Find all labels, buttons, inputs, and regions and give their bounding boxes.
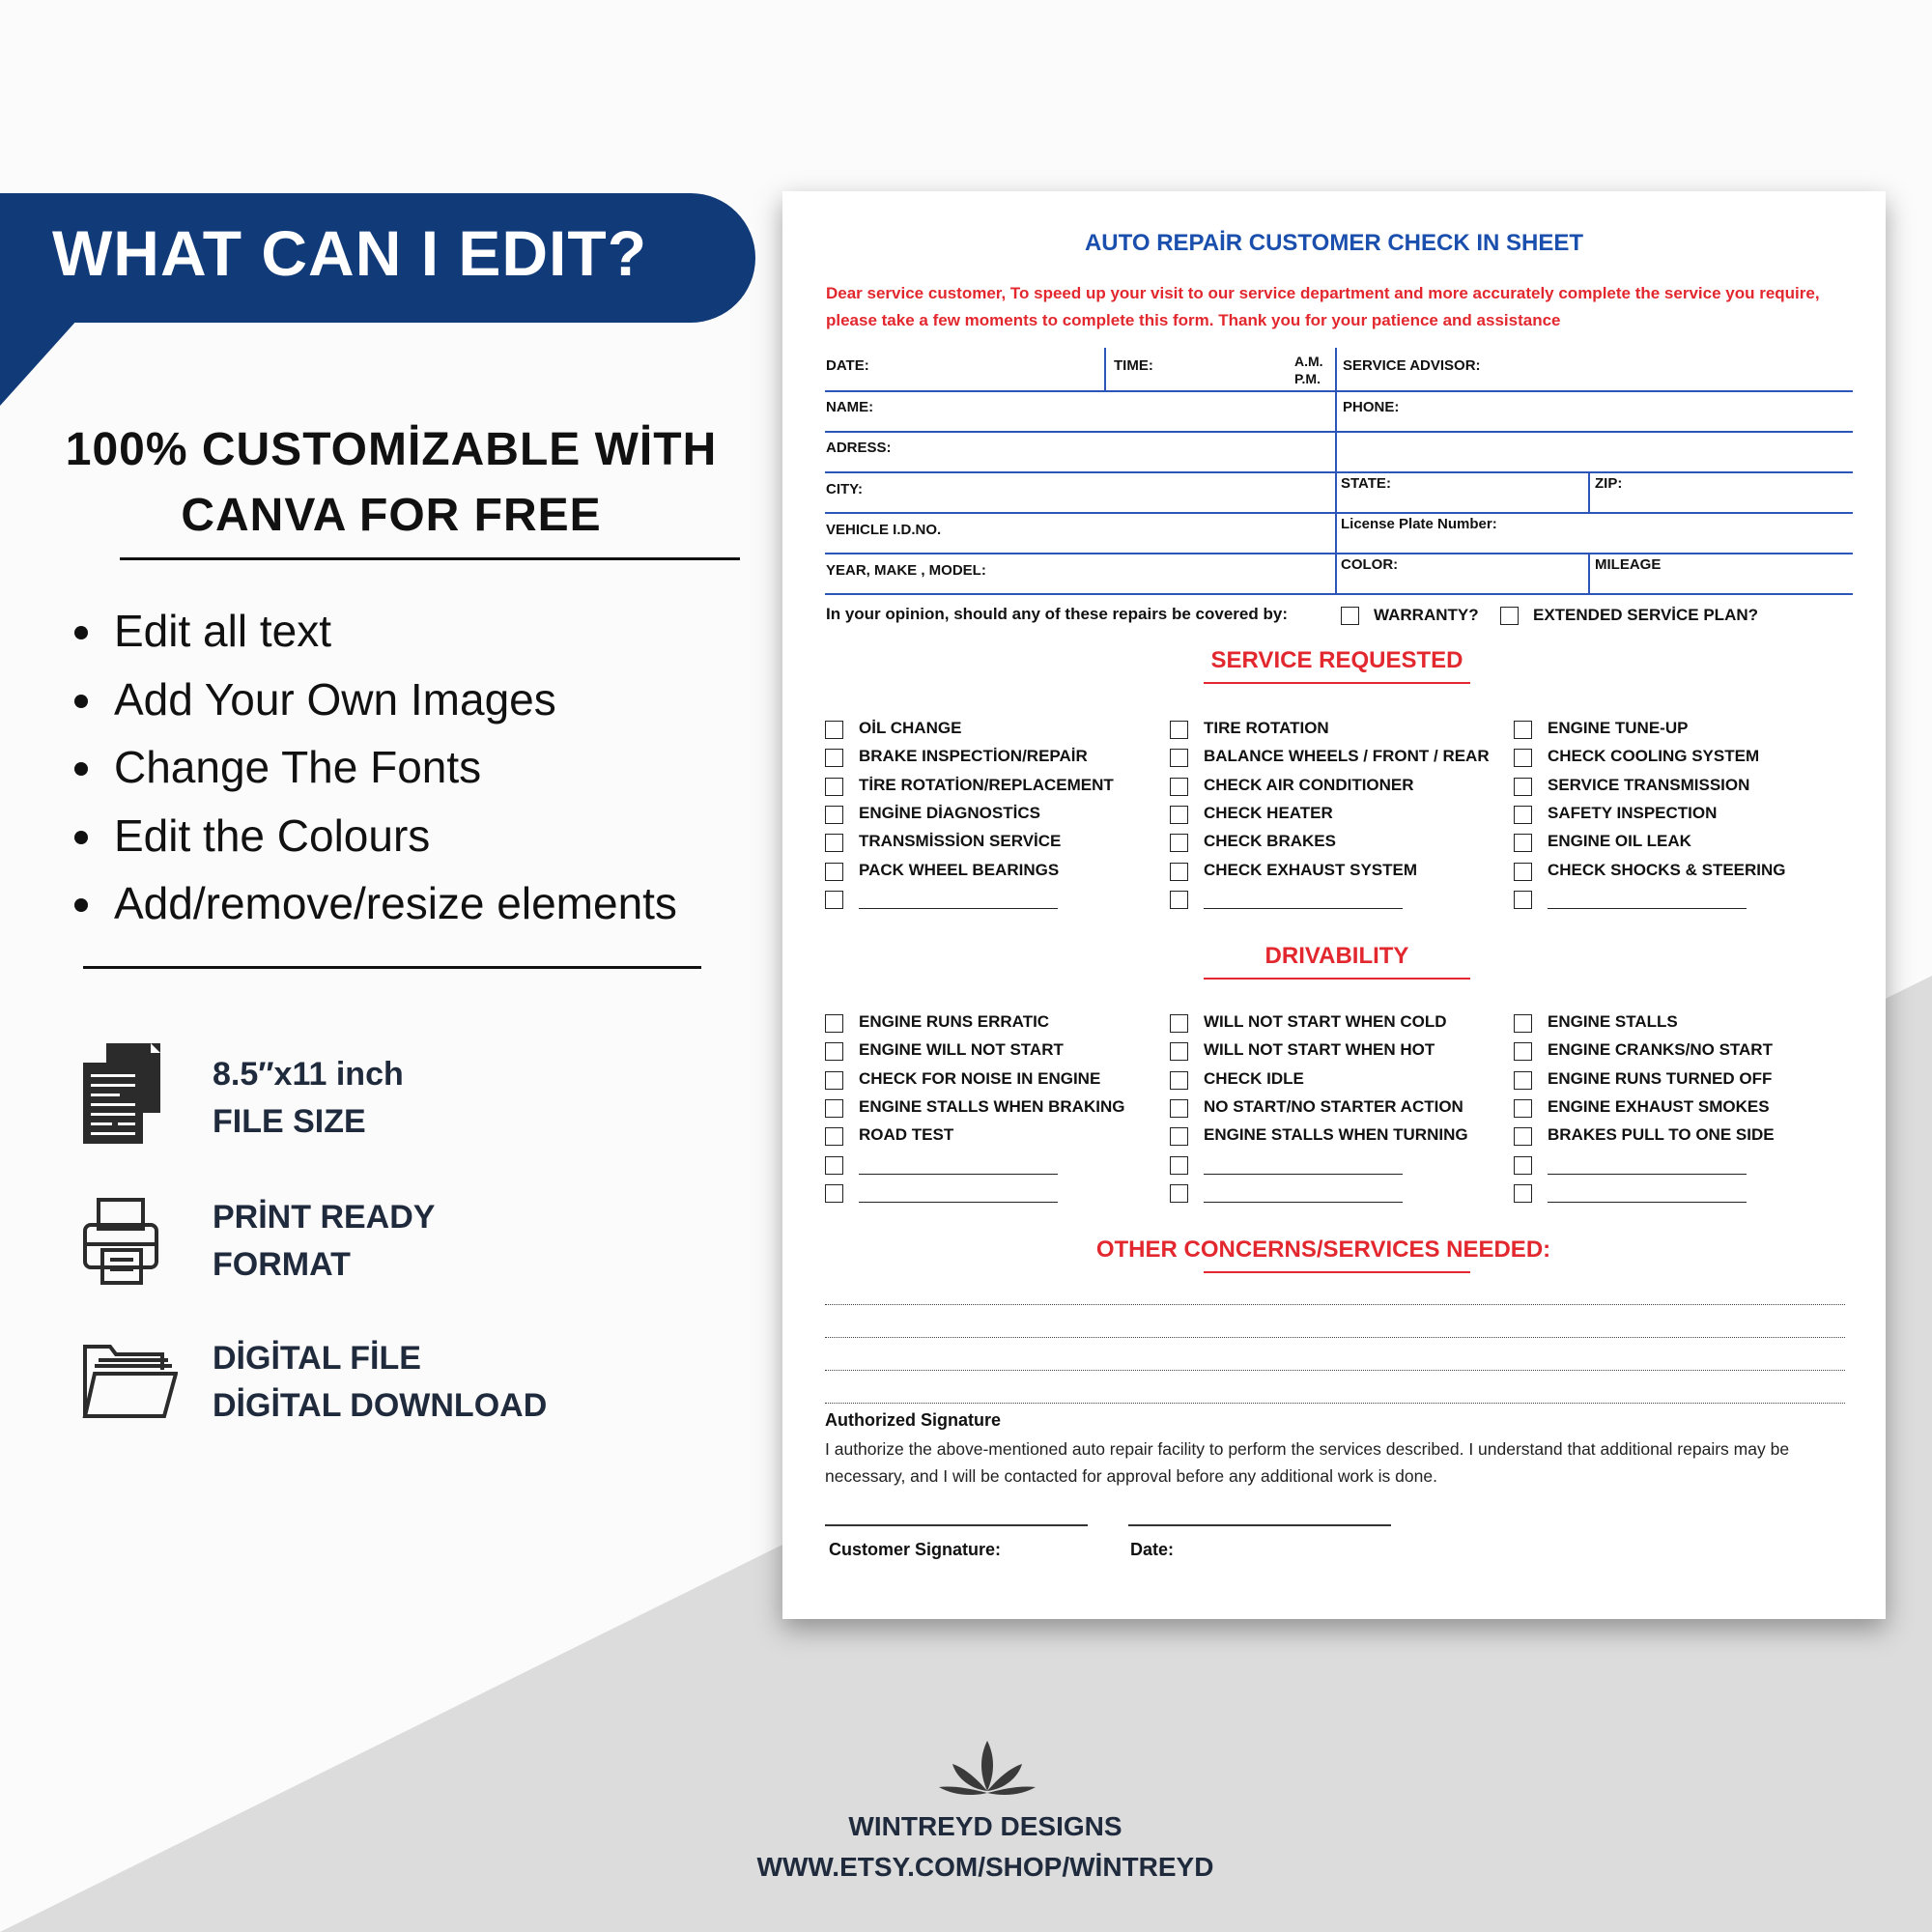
- checklist-item-label: TİRE ROTATİON/REPLACEMENT: [859, 775, 1114, 794]
- blank-checkbox[interactable]: [1514, 1184, 1532, 1203]
- banner-tail: [0, 309, 87, 406]
- checklist-item-label: ENGINE STALLS WHEN TURNING: [1204, 1125, 1468, 1145]
- checklist-checkbox[interactable]: [1170, 1014, 1188, 1033]
- form-sheet: [782, 191, 1886, 1619]
- checklist-checkbox[interactable]: [1170, 1042, 1188, 1061]
- date-field-label: DATE:: [826, 357, 869, 374]
- lotus-logo-icon: [937, 1739, 1037, 1801]
- print-ready-info: [213, 1194, 435, 1289]
- feature-item: • Add Your Own Images: [108, 666, 677, 734]
- checklist-item-label: BALANCE WHEELS / FRONT / REAR: [1204, 747, 1490, 766]
- brand: [676, 1806, 1294, 1888]
- checklist-checkbox[interactable]: [1170, 1127, 1188, 1146]
- time-field-label: TIME:: [1114, 357, 1153, 374]
- checklist-checkbox[interactable]: [1170, 721, 1188, 739]
- checklist-checkbox[interactable]: [825, 1042, 843, 1061]
- blank-checkbox[interactable]: [825, 1156, 843, 1175]
- blank-write-in-line[interactable]: [1548, 908, 1747, 910]
- concern-line[interactable]: [825, 1304, 1845, 1305]
- checklist-checkbox[interactable]: [1170, 806, 1188, 824]
- extended-plan-checkbox[interactable]: [1500, 607, 1519, 625]
- checklist-item-label: CHECK BRAKES: [1204, 832, 1336, 851]
- checklist-item-label: TRANSMİSSİON SERVİCE: [859, 832, 1062, 851]
- checklist-checkbox[interactable]: [1514, 834, 1532, 852]
- checklist-item-label: TIRE ROTATION: [1204, 719, 1329, 737]
- checklist-item-label: ENGINE WILL NOT START: [859, 1040, 1064, 1060]
- checklist-item-label: ENGINE STALLS WHEN BRAKING: [859, 1096, 1125, 1116]
- checklist-item-label: ENGINE OIL LEAK: [1548, 832, 1691, 851]
- document-icon: [81, 1041, 178, 1146]
- checklist-checkbox[interactable]: [825, 1071, 843, 1090]
- checklist-item-label: CHECK FOR NOISE IN ENGINE: [859, 1068, 1101, 1088]
- checklist-checkbox[interactable]: [1170, 863, 1188, 881]
- customizable-heading: [39, 417, 744, 549]
- checklist-item-label: CHECK AIR CONDITIONER: [1204, 775, 1414, 794]
- info-line: FILE SIZE: [213, 1103, 366, 1140]
- license-plate-field-label: License Plate Number:: [1341, 516, 1497, 532]
- brand-url[interactable]: WWW.ETSY.COM/SHOP/WİNTREYD: [756, 1852, 1214, 1882]
- blank-checkbox[interactable]: [1170, 1184, 1188, 1203]
- checklist-item-label: ENGINE TUNE-UP: [1548, 719, 1689, 737]
- concern-line[interactable]: [825, 1337, 1845, 1338]
- checklist-checkbox[interactable]: [825, 806, 843, 824]
- file-size-info: [213, 1051, 404, 1146]
- mileage-field-label: MILEAGE: [1595, 556, 1662, 573]
- customer-signature-line[interactable]: [825, 1524, 1088, 1526]
- field-line: [825, 390, 1853, 392]
- blank-checkbox[interactable]: [1514, 891, 1532, 909]
- pm-label: P.M.: [1294, 371, 1321, 386]
- field-line: [825, 471, 1853, 473]
- service-requested-heading: SERVICE REQUESTED: [1210, 647, 1463, 673]
- field-line: [825, 431, 1853, 433]
- feature-item: • Add/remove/resize elements: [108, 869, 677, 938]
- feature-list: [58, 597, 677, 938]
- vin-field-label: VEHICLE I.D.NO.: [826, 522, 942, 538]
- address-field-label: ADRESS:: [826, 440, 892, 456]
- checklist-item-label: ROAD TEST: [859, 1125, 954, 1145]
- divider: [83, 966, 701, 969]
- checklist-item-label: BRAKES PULL TO ONE SIDE: [1548, 1125, 1775, 1145]
- checklist-checkbox[interactable]: [1170, 1071, 1188, 1090]
- checklist-checkbox[interactable]: [1514, 778, 1532, 796]
- checklist-item-label: ENGINE EXHAUST SMOKES: [1548, 1096, 1770, 1116]
- blank-checkbox[interactable]: [1514, 1156, 1532, 1175]
- checklist-checkbox[interactable]: [825, 863, 843, 881]
- blank-checkbox[interactable]: [825, 1184, 843, 1203]
- checklist-item-label: ENGINE RUNS TURNED OFF: [1548, 1068, 1773, 1088]
- city-field-label: CITY:: [826, 481, 864, 497]
- field-divider: [1104, 348, 1106, 390]
- field-line: [825, 553, 1853, 554]
- banner-title: WHAT CAN I EDIT?: [52, 217, 648, 289]
- zip-field-label: ZIP:: [1595, 475, 1623, 492]
- concern-line[interactable]: [825, 1370, 1845, 1371]
- blank-checkbox[interactable]: [825, 891, 843, 909]
- heading-underline: [1204, 682, 1470, 684]
- brand-name: WINTREYD DESIGNS: [848, 1811, 1122, 1841]
- checklist-checkbox[interactable]: [1514, 721, 1532, 739]
- checklist-checkbox[interactable]: [825, 1014, 843, 1033]
- year-make-model-label: YEAR, MAKE , MODEL:: [826, 562, 986, 579]
- customizable-line-2: CANVA FOR FREE: [181, 490, 602, 541]
- field-divider: [1335, 553, 1337, 593]
- info-line: 8.5″x11 inch: [213, 1056, 404, 1093]
- concern-line[interactable]: [825, 1403, 1845, 1404]
- checklist-checkbox[interactable]: [825, 749, 843, 767]
- checklist-item-label: ENGINE RUNS ERRATIC: [859, 1012, 1050, 1031]
- blank-write-in-line[interactable]: [1204, 908, 1403, 910]
- checklist-item-label: OİL CHANGE: [859, 719, 962, 737]
- blank-write-in-line[interactable]: [859, 1202, 1058, 1204]
- checklist-checkbox[interactable]: [825, 834, 843, 852]
- field-divider: [1588, 553, 1590, 593]
- printer-icon: [81, 1196, 178, 1293]
- signature-heading: Authorized Signature: [825, 1410, 1002, 1430]
- checklist-item-label: WILL NOT START WHEN HOT: [1204, 1040, 1435, 1060]
- customer-signature-label: Customer Signature:: [829, 1540, 1002, 1559]
- checklist-item-label: CHECK EXHAUST SYSTEM: [1204, 860, 1418, 879]
- checklist-checkbox[interactable]: [1514, 1071, 1532, 1090]
- form-title: AUTO REPAİR CUSTOMER CHECK IN SHEET: [1084, 230, 1584, 256]
- info-line: DİGİTAL FİLE: [213, 1340, 421, 1377]
- blank-write-in-line[interactable]: [859, 1174, 1058, 1176]
- checklist-item-label: CHECK COOLING SYSTEM: [1548, 747, 1760, 766]
- checklist-checkbox[interactable]: [1514, 749, 1532, 767]
- checklist-item-label: NO START/NO STARTER ACTION: [1204, 1096, 1463, 1116]
- info-line: PRİNT READY: [213, 1199, 436, 1236]
- blank-write-in-line[interactable]: [859, 908, 1058, 910]
- extended-plan-label: EXTENDED SERVİCE PLAN?: [1533, 606, 1759, 624]
- date-signature-label: Date:: [1130, 1540, 1175, 1559]
- heading-underline: [1204, 1271, 1470, 1273]
- drivability-heading: DRIVABILITY: [1264, 943, 1409, 969]
- other-concerns-heading: OTHER CONCERNS/SERVICES NEEDED:: [1095, 1236, 1551, 1263]
- name-field-label: NAME:: [826, 399, 874, 415]
- phone-field-label: PHONE:: [1343, 399, 1400, 415]
- checklist-item-label: PACK WHEEL BEARINGS: [859, 860, 1060, 879]
- warranty-label: WARRANTY?: [1374, 606, 1479, 624]
- date-line[interactable]: [1128, 1524, 1391, 1526]
- checklist-checkbox[interactable]: [1514, 1042, 1532, 1061]
- checklist-checkbox[interactable]: [1170, 749, 1188, 767]
- blank-checkbox[interactable]: [1170, 1156, 1188, 1175]
- am-label: A.M.: [1294, 354, 1323, 369]
- checklist-checkbox[interactable]: [1514, 1127, 1532, 1146]
- blank-checkbox[interactable]: [1170, 891, 1188, 909]
- checklist-item-label: CHECK HEATER: [1204, 803, 1333, 822]
- feature-item: • Edit all text: [108, 597, 677, 666]
- feature-item: • Edit the Colours: [108, 802, 677, 870]
- feature-item: • Change The Fonts: [108, 733, 677, 802]
- signature-text: I authorize the above-mentioned auto repair facility to perform the services described. I understand that additional repairs may be necessary, and I will be contacted for approval before any additional work is done.: [825, 1439, 1790, 1486]
- field-line: [825, 512, 1853, 514]
- coverage-question: In your opinion, should any of these repairs be covered by:: [826, 605, 1288, 623]
- state-field-label: STATE:: [1341, 475, 1391, 492]
- checklist-checkbox[interactable]: [1170, 778, 1188, 796]
- checklist-checkbox[interactable]: [1514, 863, 1532, 881]
- blank-write-in-line[interactable]: [1204, 1174, 1403, 1176]
- checklist-checkbox[interactable]: [825, 1099, 843, 1118]
- checklist-checkbox[interactable]: [825, 1127, 843, 1146]
- form-intro: Dear service customer, To speed up your visit to our service department and more accurately complete the service you require, please take a few moments to complete this form. Thank you for your patience and assistance: [826, 284, 1820, 329]
- checklist-item-label: CHECK SHOCKS & STEERING: [1548, 860, 1786, 879]
- blank-write-in-line[interactable]: [1204, 1202, 1403, 1204]
- customizable-line-1: 100% CUSTOMİZABLE WİTH: [65, 424, 718, 475]
- digital-file-info: [213, 1335, 547, 1430]
- checklist-checkbox[interactable]: [1514, 1099, 1532, 1118]
- service-advisor-label: SERVICE ADVISOR:: [1343, 357, 1481, 374]
- color-field-label: COLOR:: [1341, 556, 1399, 573]
- info-line: DİGİTAL DOWNLOAD: [213, 1387, 548, 1424]
- field-divider: [1588, 471, 1590, 512]
- checklist-checkbox[interactable]: [825, 778, 843, 796]
- folder-icon: [81, 1341, 178, 1428]
- heading-underline: [1204, 978, 1470, 980]
- blank-write-in-line[interactable]: [1548, 1202, 1747, 1204]
- checklist-item-label: BRAKE INSPECTİON/REPAİR: [859, 747, 1088, 766]
- info-line: FORMAT: [213, 1246, 351, 1283]
- checklist-item-label: ENGINE STALLS: [1548, 1012, 1678, 1031]
- divider: [120, 557, 740, 560]
- checklist-checkbox[interactable]: [1170, 1099, 1188, 1118]
- field-line: [825, 593, 1853, 595]
- checklist-checkbox[interactable]: [825, 721, 843, 739]
- checklist-checkbox[interactable]: [1514, 1014, 1532, 1033]
- checklist-item-label: ENGİNE DİAGNOSTİCS: [859, 803, 1040, 822]
- checklist-checkbox[interactable]: [1170, 834, 1188, 852]
- checklist-item-label: CHECK IDLE: [1204, 1068, 1304, 1088]
- checklist-item-label: WILL NOT START WHEN COLD: [1204, 1012, 1447, 1031]
- checklist-checkbox[interactable]: [1514, 806, 1532, 824]
- checklist-item-label: ENGINE CRANKS/NO START: [1548, 1040, 1773, 1060]
- checklist-item-label: SAFETY INSPECTION: [1548, 803, 1718, 822]
- blank-write-in-line[interactable]: [1548, 1174, 1747, 1176]
- warranty-checkbox[interactable]: [1341, 607, 1359, 625]
- checklist-item-label: SERVICE TRANSMISSION: [1548, 775, 1750, 794]
